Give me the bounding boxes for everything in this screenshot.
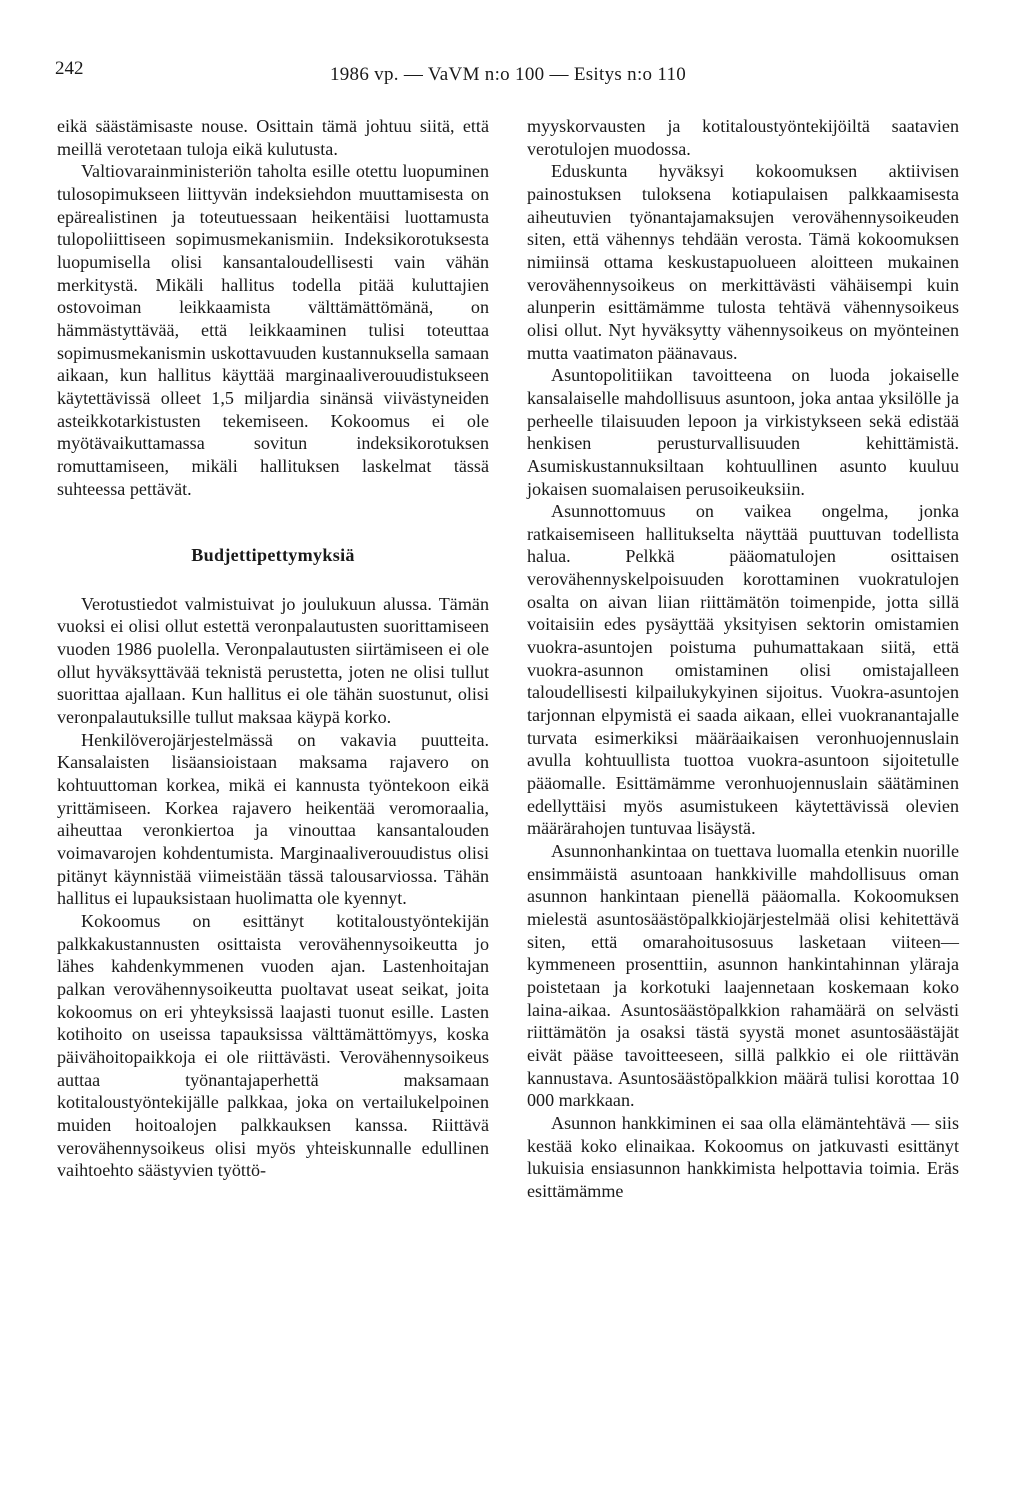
paragraph: eikä säästämisaste nouse. Osittain tämä johtuu siitä, että meillä verotetaan tuloja eikä kulutusta. (57, 116, 489, 159)
paragraph: Valtiovarainministeriön taholta esille otettu luopuminen tulosopimukseen liittyvän indeksiehdon muuttamisesta on epärealistinen ja toteutuessaan heikentäisi luottamusta tulopoliittiseen sopimusmekanismiin. Indeksikorotuksesta luopumisella olisi kansantaloudellisesti vain vähän merkitystä. Mikäli hallitus todella pitää kuluttajien ostovoiman leikkaamista välttämättömänä, on hämmästyttävää, että leikkaaminen tulisi toteuttaa sopimusmekanismin uskottavuuden kustannuksella samaan aikaan, kun hallitus käyttää marginaaliverouudistukseen käytettävissä olleet 1,5 miljardia sinänsä viivästyneiden asteikkotarkistusten tekemiseen. Kokoomus ei ole myötävaikuttamassa sovitun indeksikorotuksen romuttamiseen, mikäli hallituksen laskelmat tässä suhteessa pettävät. (57, 161, 489, 499)
right-column (527, 115, 959, 1203)
paragraph: Verotustiedot valmistuivat jo joulukuun alussa. Tämän vuoksi ei olisi ollut estettä veronpalautusten suorittamiseen vuoden 1986 puolella. Veronpalautusten siirtämiseen ei ole ollut hyväksyttävää teknistä perustetta, joten ne olisi tullut suorittaa ajallaan. Kun hallitus ei ole tähän suostunut, olisi veronpalautuksille tullut maksaa käypä korko. (57, 593, 489, 728)
paragraph: Kokoomus on esittänyt kotitaloustyöntekijän palkkakustannusten osittaista verovähennysoikeutta jo lähes kahdenkymmenen vuoden ajan. Lastenhoitajan palkan verovähennysoikeutta puoltavat useat seikat, joita kokoomus on eri yhteyksissä laajasti tuonut esille. Lasten kotihoito on useissa tapauksissa välttämättömyys, koska päivähoitopaikkoja ei ole riittävästi. Verovähennysoikeus auttaa työnantajaperhettä maksamaan kotitaloustyöntekijälle palkkaa, joka on vertailukelpoinen muiden hoitoalojen palkkauksen kanssa. Riittävä verovähennysoikeus olisi myös yhteiskunnalle edullinen vaihtoehto säästyvien työttö- (57, 911, 489, 1181)
paragraph: Asunnon hankkiminen ei saa olla elämäntehtävä — siis kestää koko elinaikaa. Kokoomus on jatkuvasti esittänyt lukuisia ensiasunnon hankkimista helpottavia toimia. Eräs esittämämme (527, 1112, 959, 1201)
paragraph: Asunnottomuus on vaikea ongelma, jonka ratkaisemiseen hallitukselta näyttää puuttuvan todellista halua. Pelkkä pääomatulojen osittaisen verovähennyskelpoisuuden korottaminen vuokratulojen osalta on aivan liian riittämätön toimenpide, jotta sillä voitaisiin edes pysäyttää yksityisen sektorin omistamien vuokra-asuntojen poistuma puhumattakaan siitä, että vuokra-asunnon omistaminen olisi omistajalleen taloudellisesti kilpailukykyinen sijoitus. Vuokra-asuntojen tarjonnan elpymistä ei saada aikaan, ellei vuokranantajalle turvata esimerkiksi määräaikaisen veronhuojennuslain avulla kohtuullista tuottoa vuokra-asuntoon sijoitetulle pääomalle. Esittämämme veronhuojennuslain säätäminen edellyttäisi myös asumistukeen käytettävissä olevien määrärahojen tuntuvaa lisäystä. (527, 501, 959, 839)
page-number: 242 (55, 58, 84, 79)
paragraph: Asuntopolitiikan tavoitteena on luoda jokaiselle kansalaiselle mahdollisuus asuntoon, joka antaa yksilölle ja perheelle tilaisuuden lepoon ja virkistykseen sekä edistää henkisen perusturvallisuuden kehittämistä. Asumiskustannuksiltaan kohtuullinen asunto kuuluu jokaisen suomalaisen perusoikeuksiin. (527, 365, 959, 499)
paragraph: Asunnonhankintaa on tuettava luomalla etenkin nuorille ensimmäistä asuntoaan hankkiville mahdollisuus oman asunnon hankintaan pienellä pääomalla. Kokoomuksen mielestä asuntosäästöpalkkiojärjestelmää olisi kehitettävä siten, että omarahoitusosuus lasketaan viiteen—kymmeneen prosenttiin, asunnon hankintahinnan yläraja poistetaan ja korkotuki laajennetaan koskemaan koko laina-aikaa. Asuntosäästöpalkkion rahamäärä on selvästi riittämätön ja osaksi tästä syystä monet asuntosäästäjät eivät pääse tavoitteeseen, sillä palkkio ei ole riittävän kannustava. Asuntosäästöpalkkion määrä tulisi korottaa 10 000 markkaan. (527, 841, 959, 1111)
paragraph: Eduskunta hyväksyi kokoomuksen aktiivisen painostuksen tuloksena kotiapulaisen palkkaamisesta aiheutuvien työnantajamaksujen verovähennysoikeuden siten, että vähennys tehdään verosta. Tämä kokoomuksen nimiinsä ottama keskustapuolueen aloitteen mukainen verovähennysoikeus on merkittävästi vähäisempi kuin alunperin esittämämme tulosta tehtävä vähennysoikeus olisi ollut. Nyt hyväksytty vähennysoikeus on myönteinen mutta vaatimaton päänavaus. (527, 161, 959, 363)
running-header: 1986 vp. — VaVM n:o 100 — Esitys n:o 110 (329, 64, 687, 85)
paragraph: Henkilöverojärjestelmässä on vakavia puutteita. Kansalaisten lisäansioistaan maksama rajavero on kohtuuttoman korkea, mikä ei kannusta työntekoon eikä yrittämiseen. Korkea rajavero heikentää veromoraalia, aiheuttaa veronkiertoa ja vinouttaa kansantalouden voimavarojen kohdentumista. Marginaaliverouudistus olisi pitänyt käynnistää viimeistään tässä talousarviossa. Tähän hallitus ei lupauksistaan huolimatta ole kyennyt. (57, 729, 489, 909)
paragraph: myyskorvausten ja kotitaloustyöntekijöiltä saatavien verotulojen muodossa. (527, 116, 959, 159)
left-column (57, 115, 489, 1182)
section-heading: Budjettipettymyksiä (191, 545, 355, 566)
